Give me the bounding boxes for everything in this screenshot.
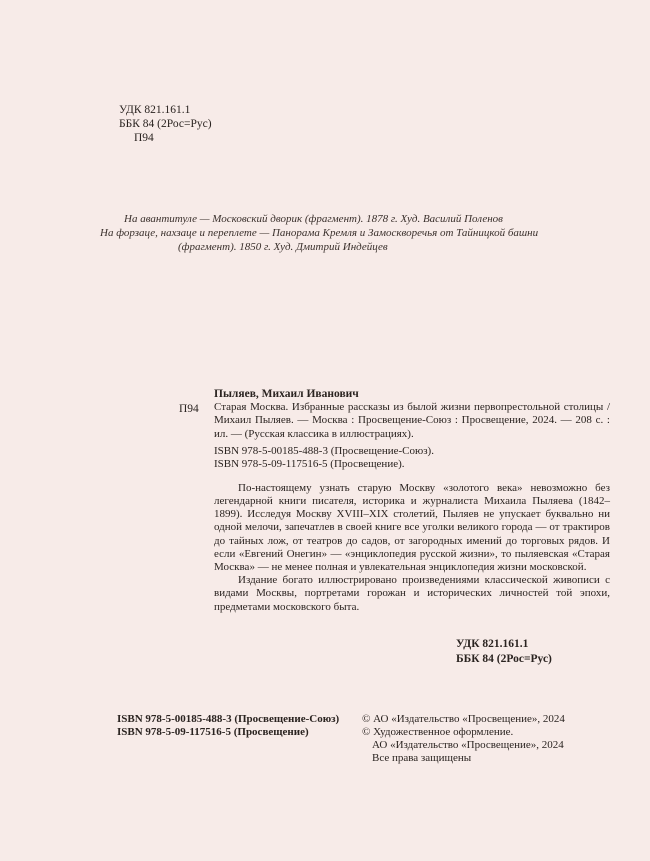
- copyright-line: © АО «Издательство «Просвещение», 2024: [362, 713, 565, 725]
- bbk-code: ББК 84 (2Рос=Рус): [456, 653, 552, 665]
- copyright-line: АО «Издательство «Просвещение», 2024: [372, 739, 564, 751]
- abstract-paragraph: По-настоящему узнать старую Москву «золотого века» невозможно без легендарной книги писателя, историка и журналиста Михаила Пыляева (1842–1899). Исследуя Москву XVIII–XIX столетий, Пыляев не упускает буквально ни одной мелочи, запечатлев в своей книге все уголки великого города — от трактиров до тайных лож, от театров до садов, от загородных имений до торговых рядов. И если «Евгений Онегин» — «энциклопедия русской жизни», то пыляевская «Старая Москва» — не менее полная и увлекательная энциклопедия жизни московской.: [214, 481, 610, 574]
- bottom-classification: [456, 637, 552, 667]
- bibliographic-description: Старая Москва. Избранные рассказы из былой жизни первопрестольной столицы / Михаил Пыляев. — Москва : Просвещение-Союз : Просвещение, 2024. — 208 с. : ил. — (Русская классика в иллюстрациях).: [214, 401, 610, 440]
- isbn-line: ISBN 978-5-09-117516-5 (Просвещение): [117, 726, 309, 738]
- isbn-line: ISBN 978-5-09-117516-5 (Просвещение).: [214, 457, 405, 470]
- isbn-line: ISBN 978-5-00185-488-3 (Просвещение-Союз).: [214, 444, 434, 457]
- abstract-paragraph: Издание богато иллюстрировано произведениями классической живописи с видами Москвы, портретами горожан и исторических личностей той эпохи, предметами московского быта.: [214, 574, 610, 613]
- isbn-footer: [117, 713, 339, 739]
- catalog-author-mark: П94: [179, 403, 199, 415]
- author-mark: П94: [134, 132, 154, 144]
- credit-line: На авантитуле — Московский дворик (фрагмент). 1878 г. Худ. Василий Поленов: [124, 213, 503, 225]
- copyright-line: © Художественное оформление.: [362, 726, 514, 738]
- rights-reserved: Все права защищены: [372, 752, 472, 764]
- udk-code: УДК 821.161.1: [119, 104, 191, 116]
- credit-line: (фрагмент). 1850 г. Худ. Дмитрий Индейцев: [178, 241, 388, 253]
- top-classification: [119, 103, 212, 145]
- author-name: Пыляев, Михаил Иванович: [214, 388, 359, 400]
- udk-code: УДК 821.161.1: [456, 638, 529, 650]
- credit-line: На форзаце, нахзаце и переплете — Панорама Кремля и Замоскворечья от Тайницкой башни: [100, 227, 539, 239]
- isbn-line: ISBN 978-5-00185-488-3 (Просвещение-Союз): [117, 713, 340, 725]
- copyright-block: [362, 713, 565, 765]
- illustration-credits: [100, 212, 560, 254]
- abstract: [214, 482, 610, 614]
- catalog-card: [214, 388, 610, 614]
- card-isbn-list: [214, 445, 610, 471]
- bbk-code: ББК 84 (2Рос=Рус): [119, 118, 212, 130]
